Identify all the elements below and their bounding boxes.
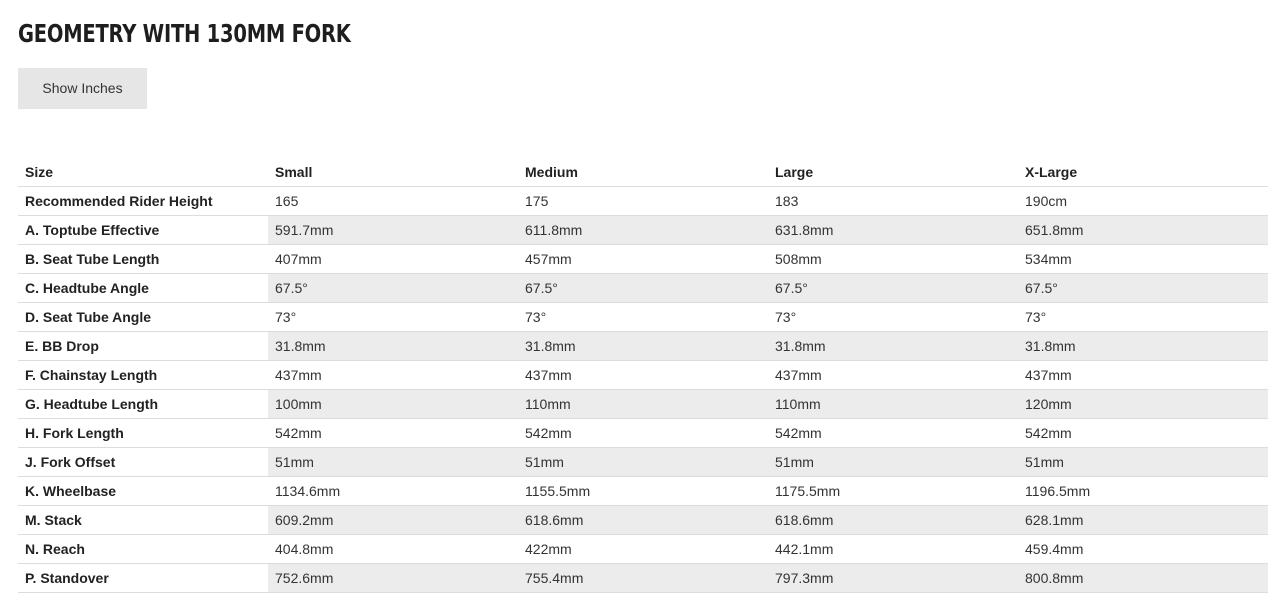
table-cell: 404.8mm	[268, 535, 518, 564]
row-label: Recommended Rider Height	[18, 187, 268, 216]
table-cell: 611.8mm	[518, 216, 768, 245]
table-row	[18, 187, 1268, 216]
show-inches-button[interactable]: Show Inches	[18, 68, 147, 109]
column-header-medium: Medium	[518, 158, 768, 187]
table-cell: 31.8mm	[268, 332, 518, 361]
table-cell: 800.8mm	[1018, 564, 1268, 593]
row-label: J. Fork Offset	[18, 448, 268, 477]
table-cell: 752.6mm	[268, 564, 518, 593]
table-row	[18, 390, 1268, 419]
table-cell: 165	[268, 187, 518, 216]
table-cell: 609.2mm	[268, 506, 518, 535]
table-cell: 755.4mm	[518, 564, 768, 593]
table-cell: 67.5°	[518, 274, 768, 303]
table-cell: 73°	[268, 303, 518, 332]
table-cell: 51mm	[268, 448, 518, 477]
table-cell: 31.8mm	[768, 332, 1018, 361]
table-cell: 73°	[1018, 303, 1268, 332]
row-label: B. Seat Tube Length	[18, 245, 268, 274]
table-cell: 442.1mm	[768, 535, 1018, 564]
table-cell: 628.1mm	[1018, 506, 1268, 535]
row-label: M. Stack	[18, 506, 268, 535]
table-cell: 591.7mm	[268, 216, 518, 245]
table-cell: 190cm	[1018, 187, 1268, 216]
table-cell: 120mm	[1018, 390, 1268, 419]
column-header-large: Large	[768, 158, 1018, 187]
table-cell: 110mm	[768, 390, 1018, 419]
table-cell: 51mm	[1018, 448, 1268, 477]
table-cell: 67.5°	[268, 274, 518, 303]
table-cell: 407mm	[268, 245, 518, 274]
table-body	[18, 187, 1268, 593]
table-cell: 100mm	[268, 390, 518, 419]
row-label: H. Fork Length	[18, 419, 268, 448]
column-header-x-large: X-Large	[1018, 158, 1268, 187]
table-cell: 73°	[518, 303, 768, 332]
table-cell: 67.5°	[1018, 274, 1268, 303]
table-cell: 183	[768, 187, 1018, 216]
table-row	[18, 535, 1268, 564]
table-row	[18, 564, 1268, 593]
table-cell: 437mm	[1018, 361, 1268, 390]
table-cell: 422mm	[518, 535, 768, 564]
table-header-row	[18, 158, 1268, 187]
table-cell: 67.5°	[768, 274, 1018, 303]
table-cell: 31.8mm	[1018, 332, 1268, 361]
table-cell: 1196.5mm	[1018, 477, 1268, 506]
table-cell: 51mm	[768, 448, 1018, 477]
table-cell: 175	[518, 187, 768, 216]
table-cell: 437mm	[268, 361, 518, 390]
table-row	[18, 274, 1268, 303]
table-cell: 459.4mm	[1018, 535, 1268, 564]
table-cell: 1175.5mm	[768, 477, 1018, 506]
row-label: E. BB Drop	[18, 332, 268, 361]
row-label: D. Seat Tube Angle	[18, 303, 268, 332]
table-cell: 542mm	[518, 419, 768, 448]
table-row	[18, 303, 1268, 332]
table-row	[18, 448, 1268, 477]
table-row	[18, 361, 1268, 390]
table-cell: 1155.5mm	[518, 477, 768, 506]
table-cell: 534mm	[1018, 245, 1268, 274]
table-cell: 618.6mm	[768, 506, 1018, 535]
row-label: C. Headtube Angle	[18, 274, 268, 303]
column-header-size: Size	[18, 158, 268, 187]
page-title: GEOMETRY WITH 130MM FORK	[18, 19, 351, 48]
column-header-small: Small	[268, 158, 518, 187]
table-cell: 73°	[768, 303, 1018, 332]
table-cell: 618.6mm	[518, 506, 768, 535]
table-cell: 457mm	[518, 245, 768, 274]
table-row	[18, 506, 1268, 535]
table-cell: 437mm	[518, 361, 768, 390]
table-cell: 508mm	[768, 245, 1018, 274]
row-label: G. Headtube Length	[18, 390, 268, 419]
table-cell: 651.8mm	[1018, 216, 1268, 245]
row-label: F. Chainstay Length	[18, 361, 268, 390]
row-label: P. Standover	[18, 564, 268, 593]
table-cell: 31.8mm	[518, 332, 768, 361]
table-cell: 110mm	[518, 390, 768, 419]
geometry-table	[18, 158, 1268, 593]
row-label: K. Wheelbase	[18, 477, 268, 506]
table-cell: 542mm	[1018, 419, 1268, 448]
table-row	[18, 245, 1268, 274]
table-cell: 1134.6mm	[268, 477, 518, 506]
table-cell: 542mm	[268, 419, 518, 448]
table-cell: 437mm	[768, 361, 1018, 390]
table-row	[18, 419, 1268, 448]
table-row	[18, 477, 1268, 506]
table-row	[18, 332, 1268, 361]
table-row	[18, 216, 1268, 245]
table-cell: 631.8mm	[768, 216, 1018, 245]
row-label: A. Toptube Effective	[18, 216, 268, 245]
row-label: N. Reach	[18, 535, 268, 564]
table-cell: 542mm	[768, 419, 1018, 448]
table-cell: 51mm	[518, 448, 768, 477]
table-cell: 797.3mm	[768, 564, 1018, 593]
